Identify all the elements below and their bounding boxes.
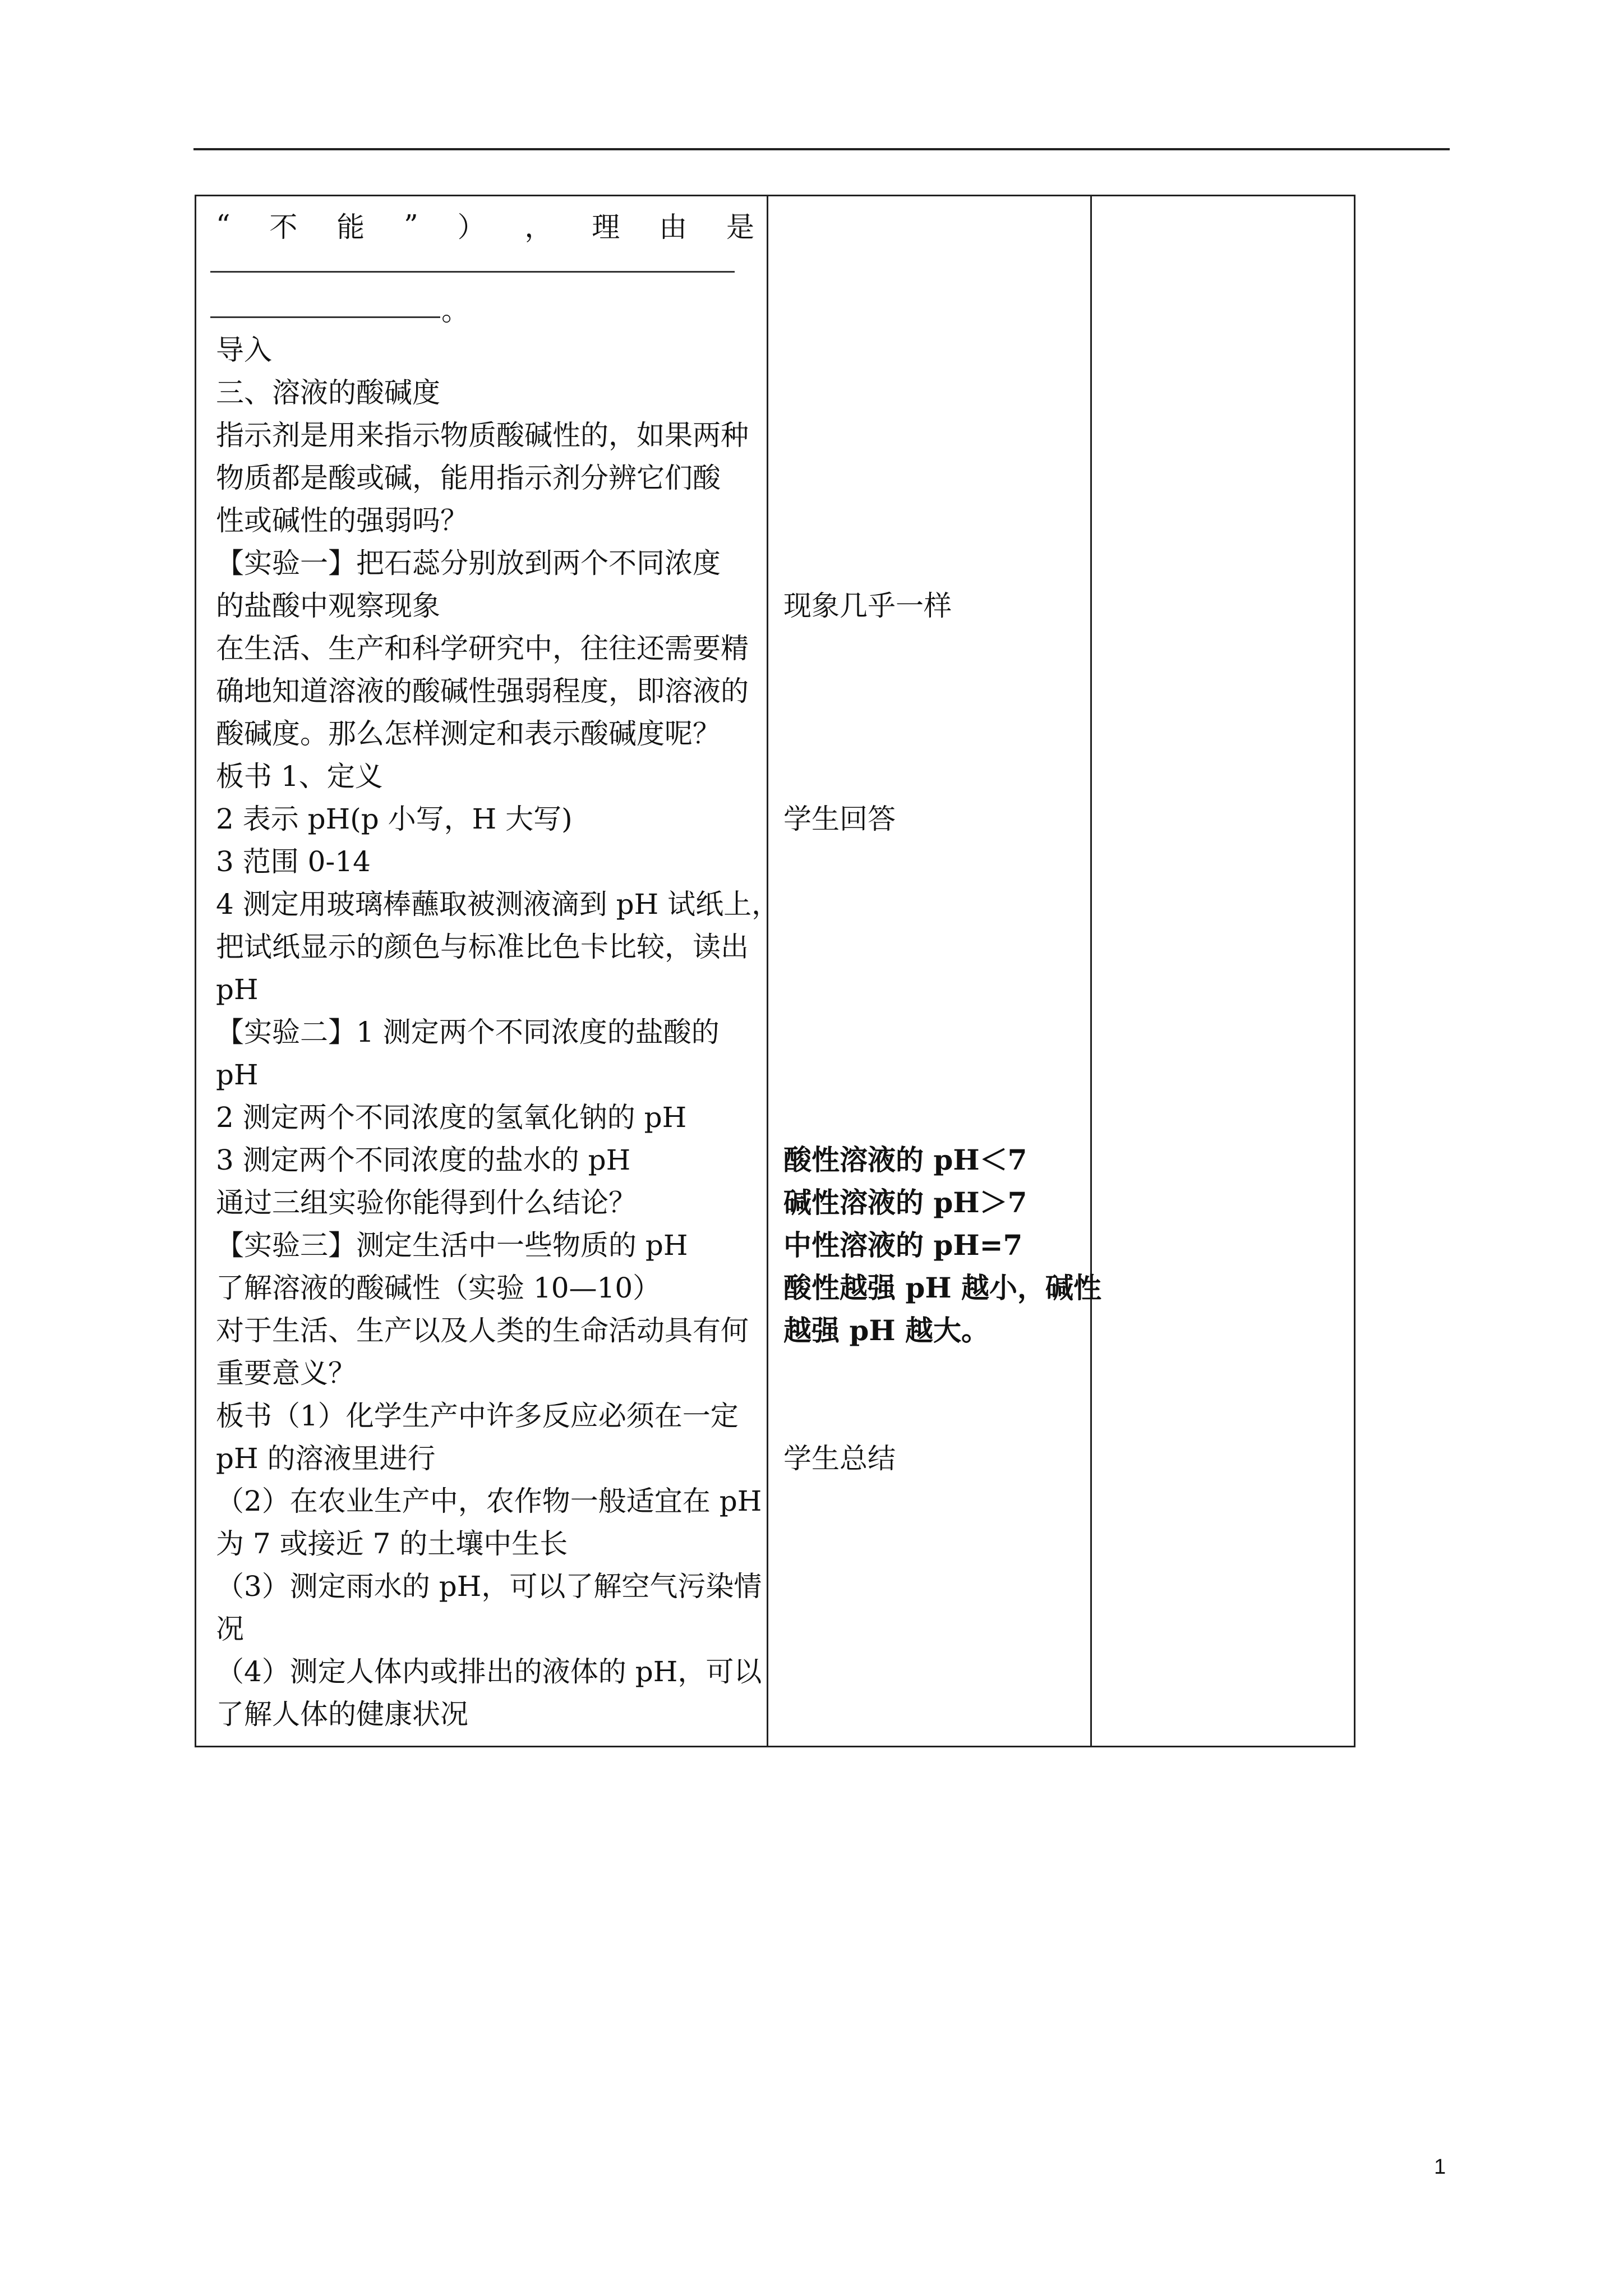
text-line: 了解人体的健康状况 [216,1698,468,1731]
prompt-char: 能 [336,211,365,243]
text-line: 物质都是酸或碱，能用指示剂分辨它们酸 [216,462,721,494]
prompt-char: 是 [726,211,754,243]
conclusion-line: 越强 pH 越大。 [783,1314,990,1347]
text-line: 2 表示 pH(p 小写，H 大写) [216,803,573,835]
text-line: 在生活、生产和科学研究中，往往还需要精 [216,632,749,665]
page-number: 1 [1434,2155,1446,2179]
answer-period: 。 [441,295,469,327]
text-line: （3）测定雨水的 pH，可以了解空气污染情 [216,1570,762,1603]
text-line: 指示剂是用来指示物质酸碱性的，如果两种 [216,419,749,452]
text-line: 【实验二】1 测定两个不同浓度的盐酸的 [216,1016,720,1048]
conclusion-line: 酸性溶液的 pH＜7 [783,1143,1027,1176]
notes-column [1090,196,1354,1746]
conclusion-line: 中性溶液的 pH=7 [783,1228,1023,1262]
text-line: 况 [216,1613,244,1645]
teacher-activity-column [196,196,780,1746]
text-line: 重要意义？ [216,1357,356,1389]
reason-prompt-row [216,204,754,246]
answer-blank-line [210,271,735,273]
text-line: 导入 [216,334,272,366]
text-line: 酸碱度。那么怎样测定和表示酸碱度呢？ [216,717,721,750]
text-line: 【实验一】把石蕊分别放到两个不同浓度 [216,547,721,579]
text-line: 3 测定两个不同浓度的盐水的 pH [216,1144,631,1176]
header-rule [193,148,1450,150]
text-line: 性或碱性的强弱吗？ [216,504,468,537]
student-summary-note: 学生总结 [783,1442,896,1475]
prompt-char: 由 [659,211,688,243]
text-line: 通过三组实验你能得到什么结论？ [216,1186,637,1219]
student-answer-note: 学生回答 [783,803,896,835]
text-line: pH [216,973,259,1006]
conclusion-line: 碱性溶液的 pH＞7 [783,1186,1027,1219]
text-line: 了解溶液的酸碱性（实验 10—10） [216,1272,661,1304]
text-line: （2）在农业生产中，农作物一般适宜在 pH [216,1485,762,1517]
quote-open: “ [216,209,230,241]
text-line: 确地知道溶液的酸碱性强弱程度，即溶液的 [216,675,749,707]
answer-blank-line [210,316,440,318]
section-heading: 三、溶液的酸碱度 [216,376,440,409]
comma: ， [524,211,553,243]
text-line: 把试纸显示的颜色与标准比色卡比较，读出 [216,931,749,963]
text-line: pH [216,1059,259,1091]
text-line: 【实验三】测定生活中一些物质的 pH [216,1229,688,1262]
phenomenon-note: 现象几乎一样 [783,590,952,622]
text-line: 对于生活、生产以及人类的生命活动具有何 [216,1314,749,1347]
text-line: 3 范围 0-14 [216,845,371,878]
paren-close: ） [457,211,486,243]
text-line: 的盐酸中观察现象 [216,590,440,622]
prompt-char: 不 [269,211,298,243]
text-line: 板书 1、定义 [216,760,383,793]
prompt-char: 理 [592,211,620,243]
text-line: 板书（1）化学生产中许多反应必须在一定 [216,1400,739,1432]
quote-close: ” [404,209,418,241]
text-line: 为 7 或接近 7 的土壤中生长 [216,1527,568,1560]
text-line: pH 的溶液里进行 [216,1442,436,1475]
student-activity-column [767,196,1102,1746]
text-line: （4）测定人体内或排出的液体的 pH，可以 [216,1655,762,1688]
text-line: 2 测定两个不同浓度的氢氧化钠的 pH [216,1101,687,1134]
lesson-table [195,195,1355,1747]
text-line: 4 测定用玻璃棒蘸取被测液滴到 pH 试纸上， [216,888,780,921]
conclusion-line: 酸性越强 pH 越小，碱性 [783,1271,1102,1304]
